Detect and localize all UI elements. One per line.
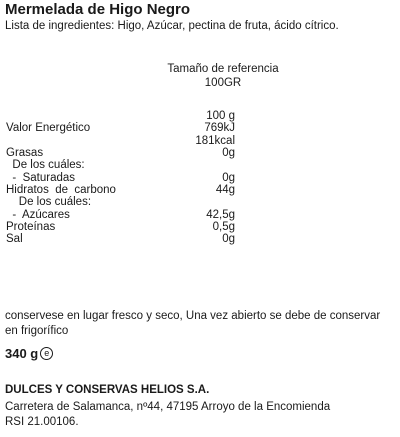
company-address: Carretera de Salamanca, nº44, 47195 Arroyo de la Encomienda xyxy=(5,401,331,413)
nutrition-row-label: De los cuáles: xyxy=(6,196,92,208)
nutrition-row-value: 769kJ xyxy=(204,122,235,134)
nutrition-row-value: 181kcal xyxy=(195,135,235,147)
nutrition-row-value: 0g xyxy=(222,233,235,245)
nutrition-row-value: 42,5g xyxy=(206,209,235,221)
nutrition-row-label: Grasas xyxy=(6,147,44,159)
reference-size-amount: 100GR xyxy=(204,77,242,89)
nutrition-row-value: 0g xyxy=(222,172,235,184)
nutrition-row-label: Valor Energético xyxy=(6,122,91,134)
nutrition-row-value: 44g xyxy=(215,184,235,196)
estimated-e-icon: e xyxy=(40,347,53,360)
serving-size: 100 g xyxy=(206,110,235,122)
nutrition-row-label: - Azúcares xyxy=(6,209,70,221)
product-title: Mermelada de Higo Negro xyxy=(5,1,191,18)
company-name: DULCES Y CONSERVAS HELIOS S.A. xyxy=(5,384,210,396)
reference-size-label: Tamaño de referencia xyxy=(167,63,279,75)
nutrition-row-label: Proteínas xyxy=(6,221,56,233)
net-weight-amount: 340 g xyxy=(5,346,39,361)
nutrition-row-value: 0,5g xyxy=(212,221,235,233)
nutrition-row-value: 0g xyxy=(222,147,235,159)
company-rsi: RSI 21.00106. xyxy=(5,416,79,428)
nutrition-row-label: Hidratos de carbono xyxy=(6,184,116,196)
net-weight xyxy=(5,346,53,361)
nutrition-row-label: Sal xyxy=(6,233,23,245)
nutrition-row-label: - Saturadas xyxy=(6,172,76,184)
nutrition-row-label: De los cuáles: xyxy=(6,159,85,171)
storage-note: conservese en lugar fresco y seco, Una vez abierto se debe de conservar en frigorífico xyxy=(5,310,381,337)
ingredients-list: Lista de ingredientes: Higo, Azúcar, pectina de fruta, ácido cítrico. xyxy=(5,20,339,32)
